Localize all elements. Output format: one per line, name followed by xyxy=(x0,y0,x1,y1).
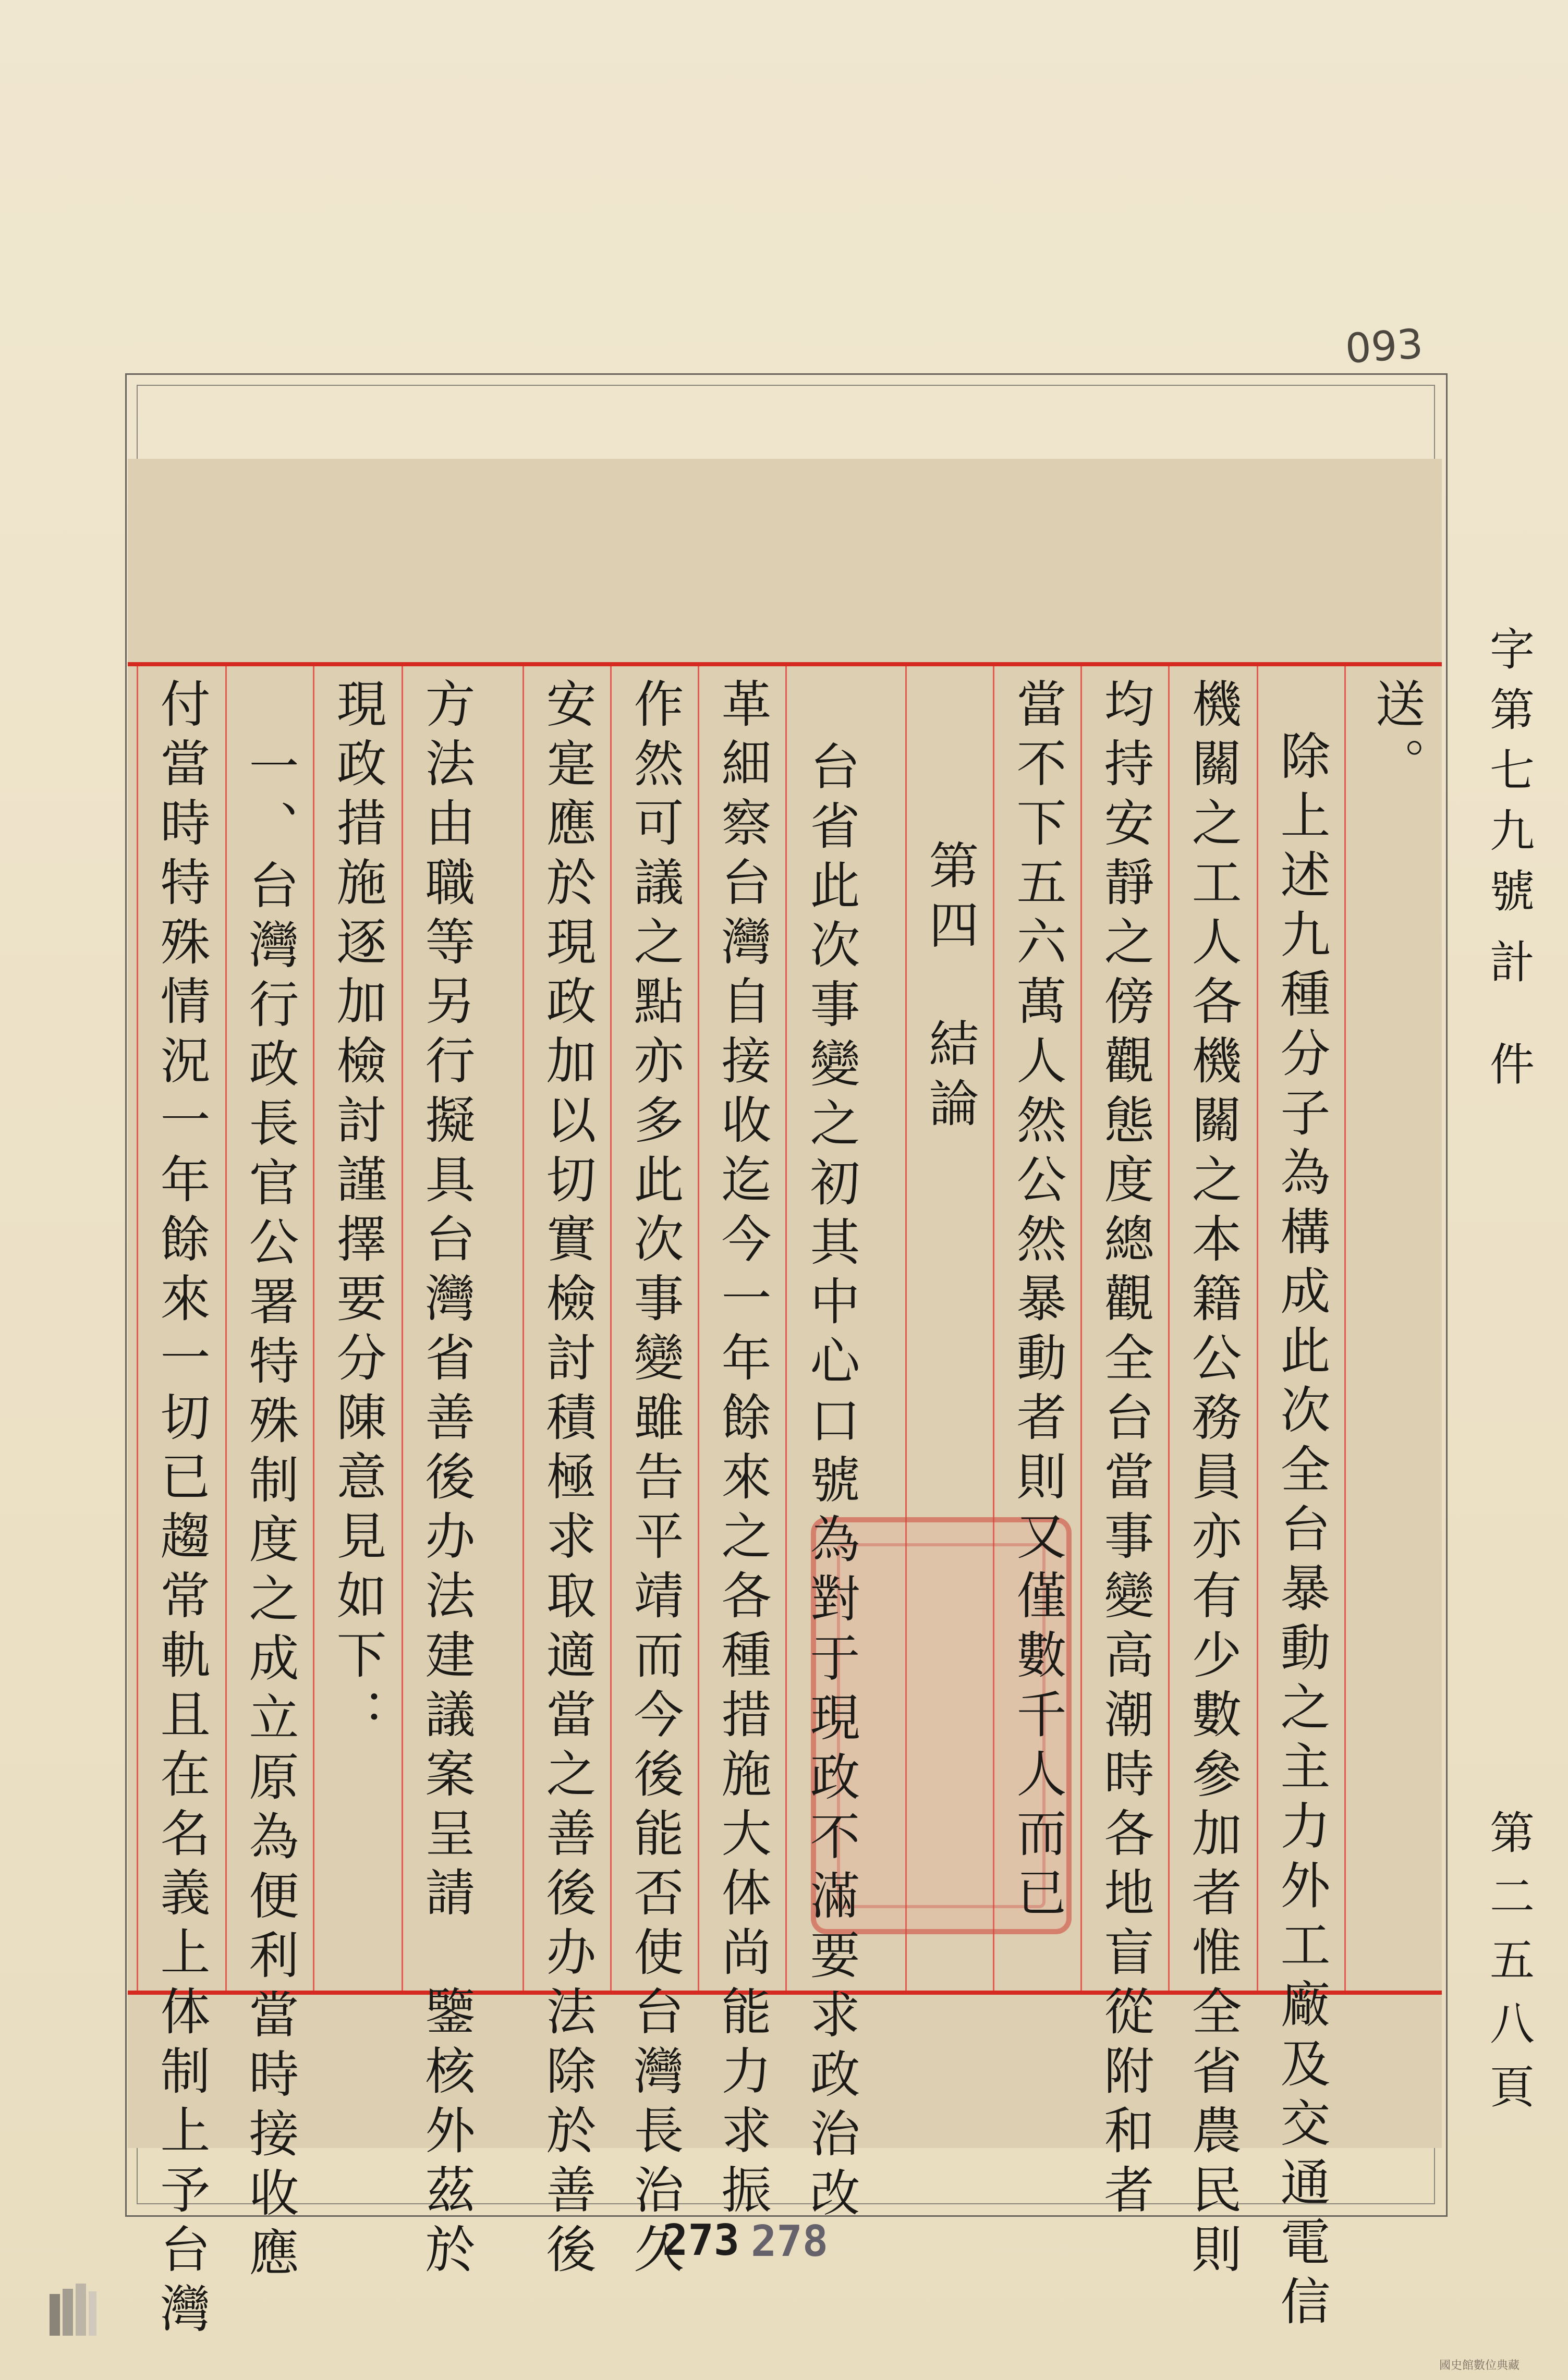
archive-logo-icon xyxy=(44,2278,102,2341)
archive-stamp-number: 273 xyxy=(662,2216,740,2265)
text-column-5: 當不下五六萬人然公然暴動者則又僅數千人而已 xyxy=(1008,678,1067,1926)
column-rule xyxy=(1344,666,1346,1991)
pasted-paper-patch xyxy=(128,459,1442,2148)
text-column-11: 方法由職等另行擬具台灣省善後办法建議案呈請 鑒核外茲於 xyxy=(417,678,476,2283)
text-column-2: 除上述九種分子為構成此次全台暴動之主力外工廠及交通電信 xyxy=(1272,730,1331,2335)
section-heading-conclusion: 第四 結論 xyxy=(921,839,979,1137)
text-column-10: 安寔應於現政加以切實檢討積極求取適當之善後办法除於善後 xyxy=(538,678,597,2283)
text-column-4: 均持安靜之傍觀態度總觀全台當事變高潮時各地盲從附和者 xyxy=(1096,678,1154,2223)
text-column-12: 現政措施逐加檢討謹擇要分陳意見如下： xyxy=(329,678,387,1748)
archive-stamp-overprint: 278 xyxy=(751,2217,829,2266)
file-number-label: 字第七九號 xyxy=(1482,626,1534,928)
column-rule xyxy=(313,666,314,1991)
column-rule xyxy=(225,666,227,1991)
column-rule xyxy=(522,666,524,1991)
column-rule xyxy=(137,666,138,1991)
text-column-8: 革細察台灣自接收迄今一年餘來之各種措施大体尚能力求振 xyxy=(713,678,772,2223)
text-column-3: 機關之工人各機關之本籍公務員亦有少數參加者惟全省農民則 xyxy=(1184,678,1242,2283)
text-column-13: 一、台灣行政長官公署特殊制度之成立原為便利當時接收應 xyxy=(241,740,299,2286)
page-label: 第二五八頁 xyxy=(1482,1809,1534,2127)
category-label: 計件 xyxy=(1482,938,1534,1143)
column-rule xyxy=(785,666,787,1991)
column-rule xyxy=(402,666,403,1991)
red-rule-bottom xyxy=(128,1991,1442,1995)
text-column-14: 付當時特殊情況一年餘來一切已趨常軌且在名義上体制上予台灣 xyxy=(152,678,211,2342)
column-rule xyxy=(1257,666,1258,1991)
column-rule xyxy=(1080,666,1082,1991)
text-column-7: 台省此次事變之初其中心口號為對于現政不滿要求政治改 xyxy=(802,740,860,2226)
archive-watermark: 國史館數位典藏 xyxy=(1439,2359,1520,2372)
sheet-number: 093 xyxy=(1344,320,1425,373)
column-rule xyxy=(610,666,612,1991)
column-rule xyxy=(698,666,699,1991)
text-column-9: 作然可議之點亦多此次事變雖告平靖而今後能否使台灣長治久 xyxy=(626,678,684,2283)
red-rule-top xyxy=(128,662,1442,666)
text-column-1: 送。 xyxy=(1367,678,1426,797)
column-rule xyxy=(1168,666,1170,1991)
